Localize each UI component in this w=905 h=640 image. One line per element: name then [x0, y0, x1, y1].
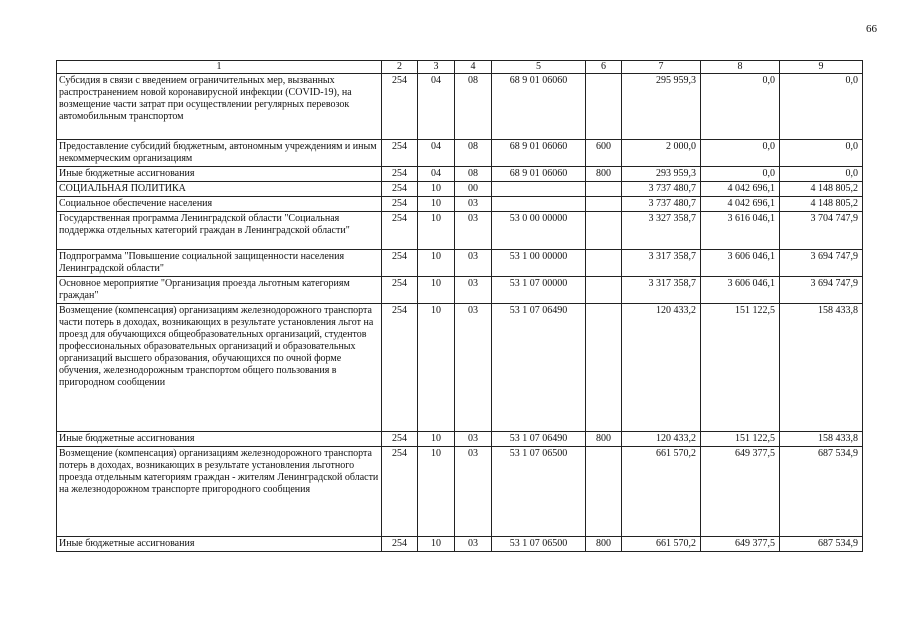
- cell-target-article: 53 1 07 06500: [492, 537, 586, 552]
- header-cell-5: 5: [492, 61, 586, 74]
- cell-name: Иные бюджетные ассигнования: [57, 167, 382, 182]
- cell-sum-col9: 0,0: [780, 74, 863, 140]
- budget-table-body: [57, 61, 863, 552]
- budget-table: [56, 60, 863, 552]
- cell-expense-type: [586, 182, 622, 197]
- cell-section: 10: [418, 432, 455, 447]
- table-row: [57, 447, 863, 537]
- table-row: [57, 140, 863, 167]
- cell-name: Подпрограмма "Повышение социальной защищенности населения Ленинградской области": [57, 250, 382, 277]
- header-cell-6: 6: [586, 61, 622, 74]
- cell-section: 10: [418, 537, 455, 552]
- cell-name: Субсидия в связи с введением ограничительных мер, вызванных распространением новой коронавирусной инфекции (COVID-19), на возмещение части затрат при осуществлении регулярных перевозок автомобильным транспортом: [57, 74, 382, 140]
- cell-ministry: 254: [382, 167, 418, 182]
- cell-expense-type: [586, 212, 622, 250]
- cell-sum-col7: 3 737 480,7: [622, 197, 701, 212]
- cell-sum-col7: 661 570,2: [622, 537, 701, 552]
- header-cell-4: 4: [455, 61, 492, 74]
- header-cell-8: 8: [701, 61, 780, 74]
- cell-subsection: 03: [455, 197, 492, 212]
- cell-sum-col9: 3 694 747,9: [780, 277, 863, 304]
- cell-ministry: 254: [382, 250, 418, 277]
- table-row: [57, 167, 863, 182]
- cell-name: Государственная программа Ленинградской области "Социальная поддержка отдельных категорий граждан в Ленинградской области": [57, 212, 382, 250]
- cell-sum-col8: 151 122,5: [701, 304, 780, 432]
- cell-subsection: 03: [455, 304, 492, 432]
- page-number: 66: [866, 23, 877, 35]
- table-row: [57, 197, 863, 212]
- cell-subsection: 03: [455, 447, 492, 537]
- cell-ministry: 254: [382, 74, 418, 140]
- cell-ministry: 254: [382, 277, 418, 304]
- table-row: [57, 304, 863, 432]
- cell-target-article: 68 9 01 06060: [492, 140, 586, 167]
- cell-expense-type: [586, 250, 622, 277]
- cell-sum-col7: 120 433,2: [622, 304, 701, 432]
- cell-section: 04: [418, 167, 455, 182]
- cell-ministry: 254: [382, 197, 418, 212]
- cell-target-article: 53 1 07 06490: [492, 432, 586, 447]
- header-row: [57, 61, 863, 74]
- cell-sum-col9: 3 704 747,9: [780, 212, 863, 250]
- cell-name: Социальное обеспечение населения: [57, 197, 382, 212]
- cell-target-article: [492, 182, 586, 197]
- cell-target-article: 53 1 07 06500: [492, 447, 586, 537]
- cell-section: 04: [418, 140, 455, 167]
- cell-name: Возмещение (компенсация) организациям железнодорожного транспорта части потерь в доходах, возникающих в результате установления льгот на проезд для обучающихся общеобразовательных организаций, студентов профессиональных образовательных организаций и образовательных организаций высшего образования, обучающихся по очной форме обучения, железнодорожным транспортом общего пользования в пригородном сообщении: [57, 304, 382, 432]
- cell-sum-col8: 649 377,5: [701, 537, 780, 552]
- cell-subsection: 08: [455, 140, 492, 167]
- cell-expense-type: [586, 277, 622, 304]
- cell-section: 10: [418, 182, 455, 197]
- cell-sum-col7: 661 570,2: [622, 447, 701, 537]
- cell-sum-col7: 2 000,0: [622, 140, 701, 167]
- cell-subsection: 03: [455, 250, 492, 277]
- cell-sum-col8: 3 616 046,1: [701, 212, 780, 250]
- cell-subsection: 03: [455, 432, 492, 447]
- header-cell-3: 3: [418, 61, 455, 74]
- cell-subsection: 03: [455, 277, 492, 304]
- cell-sum-col8: 0,0: [701, 74, 780, 140]
- cell-sum-col8: 3 606 046,1: [701, 277, 780, 304]
- cell-sum-col9: 4 148 805,2: [780, 197, 863, 212]
- cell-name: СОЦИАЛЬНАЯ ПОЛИТИКА: [57, 182, 382, 197]
- cell-expense-type: [586, 74, 622, 140]
- cell-sum-col7: 3 737 480,7: [622, 182, 701, 197]
- cell-sum-col8: 4 042 696,1: [701, 182, 780, 197]
- cell-section: 10: [418, 277, 455, 304]
- cell-name: Иные бюджетные ассигнования: [57, 537, 382, 552]
- cell-section: 10: [418, 197, 455, 212]
- cell-sum-col7: 295 959,3: [622, 74, 701, 140]
- cell-sum-col9: 158 433,8: [780, 304, 863, 432]
- cell-sum-col8: 3 606 046,1: [701, 250, 780, 277]
- table-row: [57, 212, 863, 250]
- cell-sum-col9: 687 534,9: [780, 447, 863, 537]
- cell-section: 04: [418, 74, 455, 140]
- table-row: [57, 250, 863, 277]
- header-cell-9: 9: [780, 61, 863, 74]
- cell-sum-col8: 649 377,5: [701, 447, 780, 537]
- cell-sum-col9: 687 534,9: [780, 537, 863, 552]
- cell-sum-col7: 293 959,3: [622, 167, 701, 182]
- cell-ministry: 254: [382, 432, 418, 447]
- cell-expense-type: 800: [586, 537, 622, 552]
- header-cell-7: 7: [622, 61, 701, 74]
- table-row: [57, 537, 863, 552]
- cell-subsection: 03: [455, 212, 492, 250]
- cell-sum-col8: 4 042 696,1: [701, 197, 780, 212]
- cell-sum-col7: 3 317 358,7: [622, 250, 701, 277]
- cell-expense-type: 800: [586, 432, 622, 447]
- cell-target-article: 53 0 00 00000: [492, 212, 586, 250]
- table-row: [57, 74, 863, 140]
- cell-expense-type: [586, 197, 622, 212]
- cell-ministry: 254: [382, 212, 418, 250]
- cell-sum-col7: 3 317 358,7: [622, 277, 701, 304]
- cell-sum-col9: 0,0: [780, 167, 863, 182]
- table-row: [57, 432, 863, 447]
- cell-name: Иные бюджетные ассигнования: [57, 432, 382, 447]
- cell-sum-col7: 120 433,2: [622, 432, 701, 447]
- cell-name: Предоставление субсидий бюджетным, автономным учреждениям и иным некоммерческим организациям: [57, 140, 382, 167]
- cell-sum-col8: 0,0: [701, 167, 780, 182]
- cell-target-article: [492, 197, 586, 212]
- cell-target-article: 68 9 01 06060: [492, 167, 586, 182]
- cell-sum-col7: 3 327 358,7: [622, 212, 701, 250]
- cell-target-article: 53 1 00 00000: [492, 250, 586, 277]
- cell-name: Возмещение (компенсация) организациям железнодорожного транспорта потерь в доходах, возникающих в результате установления льготного проезда отдельным категориям граждан - жителям Ленинградской области на железнодорожном транспорте пригородного сообщения: [57, 447, 382, 537]
- table-row: [57, 277, 863, 304]
- cell-ministry: 254: [382, 447, 418, 537]
- header-cell-2: 2: [382, 61, 418, 74]
- cell-name: Основное мероприятие "Организация проезда льготным категориям граждан": [57, 277, 382, 304]
- cell-target-article: 68 9 01 06060: [492, 74, 586, 140]
- cell-section: 10: [418, 212, 455, 250]
- cell-sum-col8: 0,0: [701, 140, 780, 167]
- cell-subsection: 00: [455, 182, 492, 197]
- cell-ministry: 254: [382, 304, 418, 432]
- cell-section: 10: [418, 304, 455, 432]
- cell-ministry: 254: [382, 182, 418, 197]
- cell-target-article: 53 1 07 00000: [492, 277, 586, 304]
- table-row: [57, 182, 863, 197]
- cell-ministry: 254: [382, 537, 418, 552]
- cell-subsection: 03: [455, 537, 492, 552]
- cell-expense-type: [586, 304, 622, 432]
- cell-section: 10: [418, 447, 455, 537]
- cell-sum-col9: 158 433,8: [780, 432, 863, 447]
- cell-ministry: 254: [382, 140, 418, 167]
- cell-section: 10: [418, 250, 455, 277]
- cell-expense-type: 800: [586, 167, 622, 182]
- header-cell-1: 1: [57, 61, 382, 74]
- cell-sum-col8: 151 122,5: [701, 432, 780, 447]
- cell-expense-type: [586, 447, 622, 537]
- cell-expense-type: 600: [586, 140, 622, 167]
- cell-subsection: 08: [455, 167, 492, 182]
- cell-target-article: 53 1 07 06490: [492, 304, 586, 432]
- cell-sum-col9: 3 694 747,9: [780, 250, 863, 277]
- cell-subsection: 08: [455, 74, 492, 140]
- cell-sum-col9: 0,0: [780, 140, 863, 167]
- cell-sum-col9: 4 148 805,2: [780, 182, 863, 197]
